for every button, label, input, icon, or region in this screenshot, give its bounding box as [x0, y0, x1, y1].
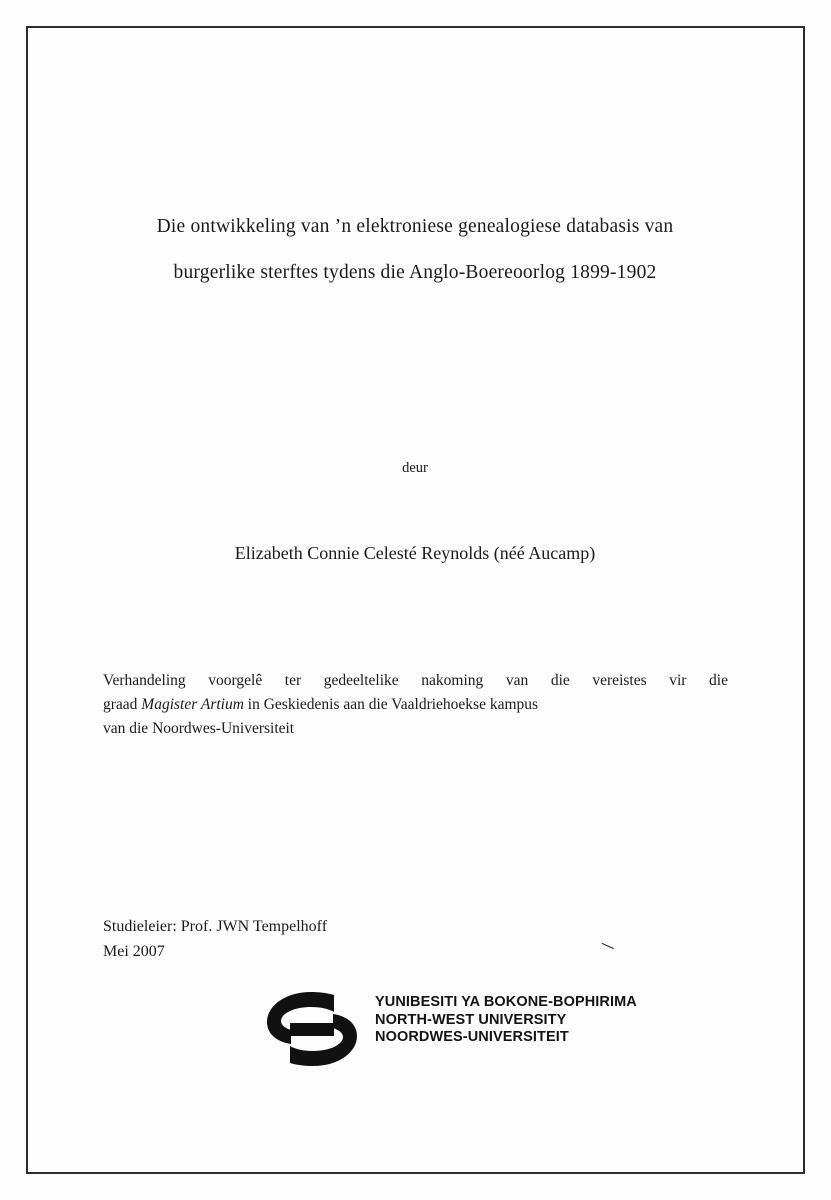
- by-label: deur: [402, 460, 428, 476]
- degree-statement: [103, 669, 728, 741]
- title-line-1: Die ontwikkeling van ’n elektroniese genealogiese databasis van: [156, 216, 674, 237]
- logo-text-line-3: NOORDWES-UNIVERSITEIT: [375, 1029, 569, 1045]
- page-title: [95, 204, 735, 296]
- north-west-university-logo-mark: [257, 990, 367, 1068]
- degree-statement-line-2: [103, 693, 728, 717]
- degree-statement-line-1: Verhandeling voorgelê ter gedeeltelike nakoming van die vereistes vir die: [103, 672, 728, 689]
- logo-text-line-2: NORTH-WEST UNIVERSITY: [375, 1011, 567, 1028]
- author-name: Elizabeth Connie Celesté Reynolds (néé Aucamp): [234, 543, 596, 563]
- university-logo-text: [375, 994, 637, 1047]
- supervisor-name: Studieleier: Prof. JWN Tempelhoff: [103, 918, 328, 935]
- degree-name-italic: Magister Artium: [141, 696, 244, 713]
- title-line-2: burgerlike sterftes tydens die Anglo-Boereoorlog 1899-1902: [173, 262, 657, 283]
- degree-statement-line-3: van die Noordwes-Universiteit: [103, 720, 295, 737]
- logo-text-line-1: YUNIBESITI YA BOKONE-BOPHIRIMA: [375, 994, 637, 1010]
- degree-statement-line-2-suffix: in Geskiedenis aan die Vaaldriehoekse kampus: [243, 696, 539, 713]
- submission-date-wrap: [103, 939, 603, 964]
- title-page-content: [95, 26, 735, 1174]
- degree-statement-line-2-prefix: graad: [103, 696, 142, 713]
- supervisor-block: [103, 914, 603, 964]
- university-logo: [257, 986, 677, 1071]
- submission-date: Mei 2007: [103, 943, 165, 960]
